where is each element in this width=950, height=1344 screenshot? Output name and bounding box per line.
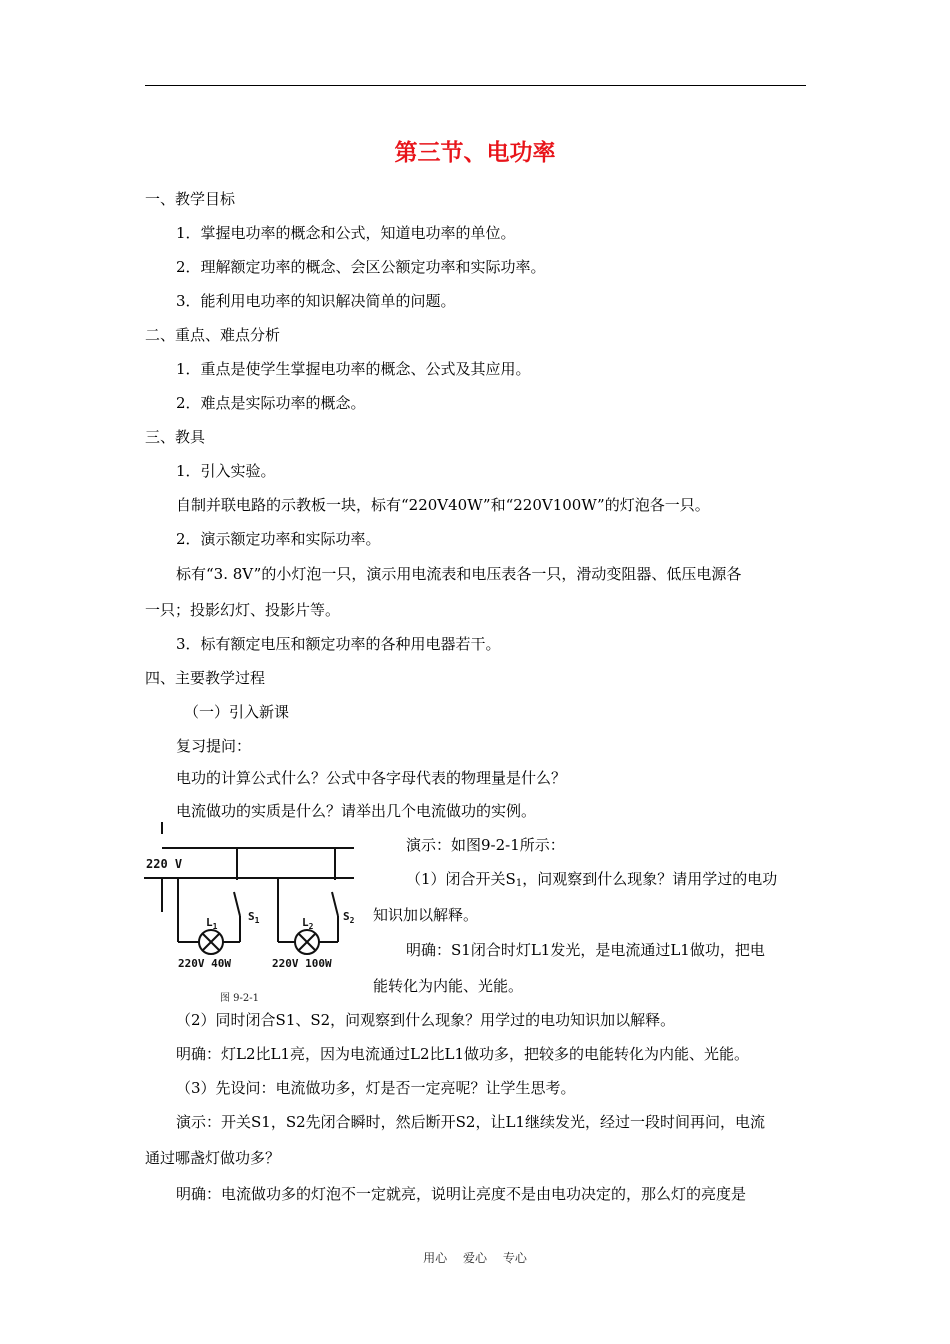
equipment-line: 标有“3. 8V”的小灯泡一只，演示用电流表和电压表各一只，滑动变阻器、低压电源各 [176,565,742,583]
keypoint-item: 2．难点是实际功率的概念。 [176,394,366,412]
body-text: （2）同时闭合S1、S2，问观察到什么现象？用学过的电功知识加以解释。 [176,1011,676,1029]
equipment-line: 一只；投影幻灯、投影片等。 [145,601,341,619]
body-text: 电流做功的实质是什么？请举出几个电流做功的实例。 [176,802,537,820]
equipment-line: 2．演示额定功率和实际功率。 [176,530,381,548]
figure-caption: 图 9-2-1 [220,993,260,1004]
objective-item: 1．掌握电功率的概念和公式，知道电功率的单位。 [176,224,516,242]
body-text: 电功的计算公式什么？公式中各字母代表的物理量是什么？ [176,769,567,787]
lamp-label-l1: $L_1$ [206,916,218,931]
lamp-label-l2: $L_2$ [302,916,314,931]
header-rule [145,85,806,86]
section-heading-objectives: 一、教学目标 [145,190,236,208]
body-text: 明确：灯L2比L1亮，因为电流通过L2比L1做功多，把较多的电能转化为内能、光能。 [176,1045,750,1063]
switch-label-s1: $S_1$ [248,910,260,925]
body-text: 通过哪盏灯做功多？ [145,1149,281,1167]
keypoint-item: 1．重点是使学生掌握电功率的概念、公式及其应用。 [176,360,531,378]
section-heading-keypoints: 二、重点、难点分析 [145,326,281,344]
footer-word: 专心 [502,1251,527,1265]
switch-label-s2: $S_2$ [343,910,355,925]
body-text: 明确：电流做功多的灯泡不一定就亮，说明让亮度不是由电功决定的，那么灯的亮度是 [176,1185,747,1203]
supply-label: 220 V [146,857,183,871]
equipment-line: 1．引入实验。 [176,462,276,480]
subsection-heading: （一）引入新课 [184,703,290,721]
body-text: （3）先设问：电流做功多，灯是否一定亮呢？让学生思考。 [176,1079,576,1097]
section-heading-equipment: 三、教具 [145,428,206,446]
body-text: 演示：开关S1，S2先闭合瞬时，然后断开S2，让L1继续发光，经过一段时间再问，电流 [176,1113,765,1131]
page-title: 第三节、电功率 [394,140,556,166]
body-text: 明确：S1闭合时灯L1发光，是电流通过L1做功，把电 [406,941,765,959]
equipment-line: 3．标有额定电压和额定功率的各种用电器若干。 [176,635,501,653]
circuit-diagram [142,820,362,1010]
body-text: 复习提问： [176,737,252,755]
body-text: （1）闭合开关$S_1$，问观察到什么现象？请用学过的电功 [406,870,778,889]
body-text: 演示：如图9-2-1所示： [406,836,565,854]
body-text: 能转化为内能、光能。 [373,977,524,995]
body-text: 知识加以解释。 [373,906,479,924]
lamp-rating-1: 220V 40W [178,957,231,970]
page-footer [0,1249,950,1266]
lamp-rating-2: 220V 100W [272,957,332,970]
section-heading-process: 四、主要教学过程 [145,669,266,687]
objective-item: 3．能利用电功率的知识解决简单的问题。 [176,292,456,310]
footer-word: 爱心 [462,1251,487,1265]
objective-item: 2．理解额定功率的概念、会区公额定功率和实际功率。 [176,258,546,276]
equipment-line: 自制并联电路的示教板一块，标有“220V40W”和“220V100W”的灯泡各一只。 [176,496,710,514]
footer-word: 用心 [423,1251,448,1265]
